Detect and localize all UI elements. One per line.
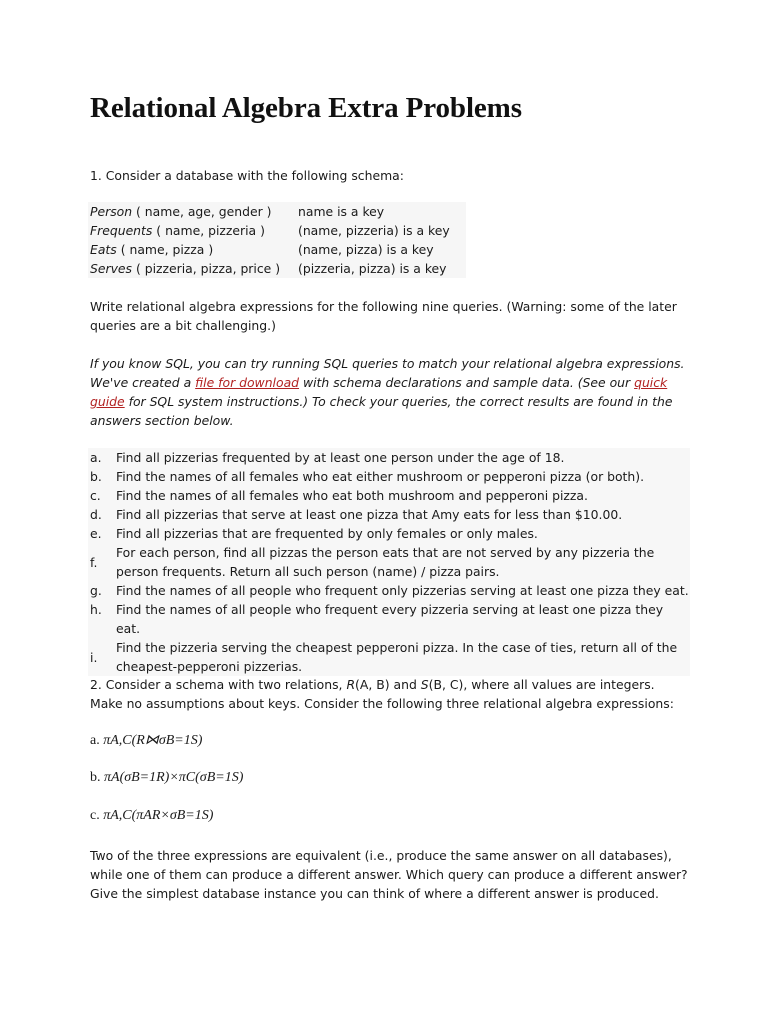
list-item — [88, 543, 690, 581]
relation-r: R — [346, 677, 356, 692]
instructions-paragraph: Write relational algebra expressions for the following nine queries. (Warning: some of the later queries are a bit challenging.) — [90, 299, 677, 333]
list-marker: f. — [90, 554, 98, 570]
expression-c — [90, 808, 213, 824]
relation-name: Serves — [90, 261, 132, 276]
file-download-link[interactable]: file for download — [195, 375, 300, 390]
list-marker: i. — [90, 649, 98, 665]
query-text: Find the names of all people who frequent every pizzeria serving at least one pizza they eat. — [116, 602, 664, 636]
list-item — [88, 638, 690, 676]
relation-attributes: ( pizzeria, pizza, price ) — [132, 261, 281, 276]
list-marker: h. — [90, 602, 102, 617]
key-note: name is a key — [298, 204, 385, 219]
list-marker: a. — [90, 450, 102, 465]
relation-name: Eats — [90, 242, 117, 257]
expression-a — [90, 732, 202, 749]
key-note: (name, pizza) is a key — [298, 242, 434, 257]
question-2-text: 2. Consider a schema with two relations, — [90, 677, 347, 692]
expression-b — [90, 770, 243, 786]
key-note: (pizzeria, pizza) is a key — [298, 261, 447, 276]
sql-note-text: with schema declarations and sample data. (See our — [299, 375, 635, 390]
page-title: Relational Algebra Extra Problems — [90, 92, 522, 124]
question-1-intro: 1. Consider a database with the following schema: — [90, 168, 404, 183]
closing-paragraph: Two of the three expressions are equivalent (i.e., produce the same answer on all databases), while one of them can produce a different answer. Which query can produce a different answer? Give the simplest database instance you can think of where a different answer is produced. — [90, 848, 688, 901]
schema-row — [88, 240, 466, 259]
relation-attributes: ( name, pizzeria ) — [152, 223, 265, 238]
expression-formula: πA,C(πAR×σB=1S) — [103, 808, 214, 823]
query-text: Find all pizzerias that are frequented by only females or only males. — [116, 526, 538, 541]
question-2-text: (B, C), where all values are integers. Make no assumptions about keys. Consider the following three relational algebra expressions: — [90, 677, 674, 711]
list-item — [88, 524, 690, 543]
expression-label: c. — [90, 808, 104, 823]
list-item — [88, 448, 690, 467]
query-text: For each person, find all pizzas the person eats that are not served by any pizzeria the person frequents. Return all such person (name) / pizza pairs. — [116, 545, 655, 579]
schema-row — [88, 259, 466, 278]
list-marker: e. — [90, 526, 102, 541]
query-list — [88, 448, 690, 676]
key-note: (name, pizzeria) is a key — [298, 223, 450, 238]
query-text: Find all pizzerias frequented by at least one person under the age of 18. — [116, 450, 565, 465]
relation-attributes: ( name, pizza ) — [116, 242, 214, 257]
list-marker: c. — [90, 488, 101, 503]
question-2-intro — [90, 675, 690, 713]
relation-attributes: ( name, age, gender ) — [132, 204, 272, 219]
query-text: Find the pizzeria serving the cheapest pepperoni pizza. In the case of ties, return all of the cheapest-pepperoni pizzerias. — [116, 640, 678, 674]
list-item — [88, 467, 690, 486]
list-item — [88, 486, 690, 505]
list-item — [88, 505, 690, 524]
expression-formula: πA(σB=1R)×πC(σB=1S) — [104, 770, 244, 785]
schema-row — [88, 202, 466, 221]
query-text: Find the names of all people who frequent only pizzerias serving at least one pizza they eat. — [116, 583, 689, 598]
expression-label: a. — [90, 733, 104, 748]
relation-name: Person — [90, 204, 133, 219]
query-text: Find the names of all females who eat both mushroom and pepperoni pizza. — [116, 488, 588, 503]
list-marker: d. — [90, 507, 102, 522]
question-2-text: (A, B) and — [355, 677, 421, 692]
expression-formula: πA,C(R⋈σB=1S) — [103, 733, 203, 748]
quick-guide-link[interactable]: quick guide — [90, 375, 668, 409]
sql-note-paragraph — [90, 354, 690, 430]
sql-note-text: If you know SQL, you can try running SQL queries to match your relational algebra expressions. We've created a — [90, 356, 685, 390]
list-marker: b. — [90, 469, 102, 484]
schema-table — [88, 202, 466, 278]
expression-label: b. — [90, 770, 104, 785]
relation-name: Frequents — [90, 223, 153, 238]
query-text: Find all pizzerias that serve at least one pizza that Amy eats for less than $10.00. — [116, 507, 623, 522]
schema-row — [88, 221, 466, 240]
list-item — [88, 600, 690, 638]
relation-s: S — [420, 677, 429, 692]
query-text: Find the names of all females who eat either mushroom or pepperoni pizza (or both). — [116, 469, 645, 484]
sql-note-text: for SQL system instructions.) To check your queries, the correct results are found in the answers section below. — [90, 394, 673, 428]
list-marker: g. — [90, 583, 102, 598]
list-item — [88, 581, 690, 600]
